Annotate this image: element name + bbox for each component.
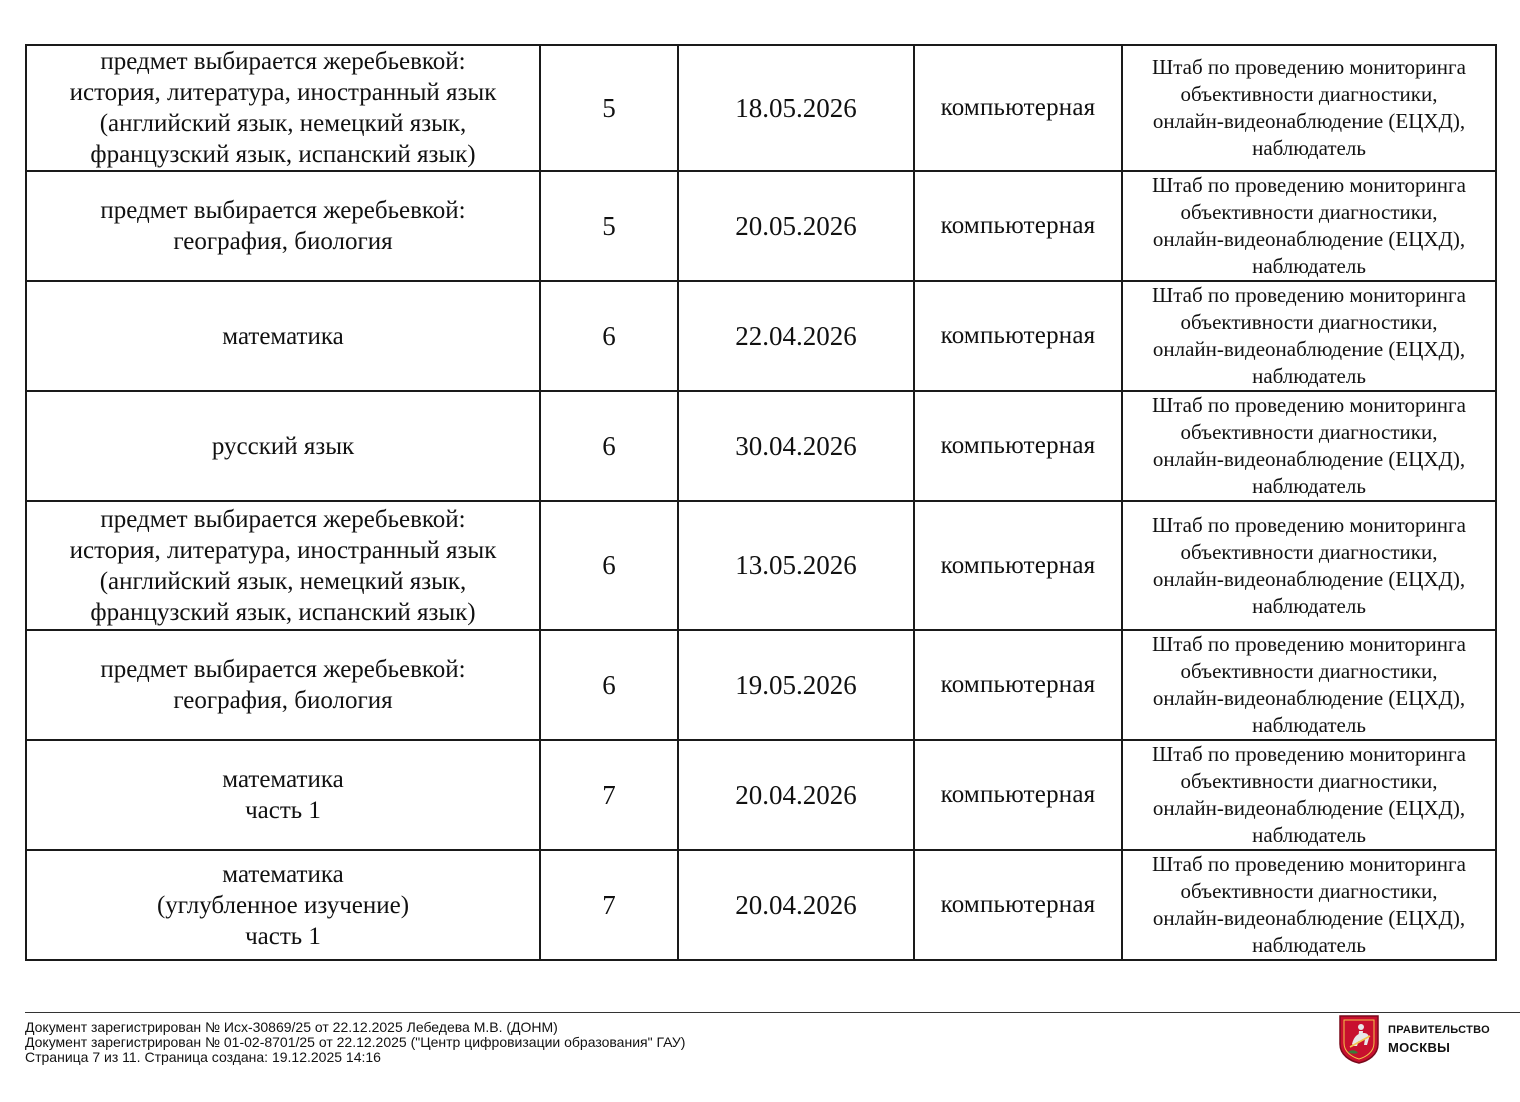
subject-line: (английский язык, немецкий язык, — [99, 567, 467, 595]
control-line: объективности диагностики, — [1180, 420, 1438, 444]
control-line: объективности диагностики, — [1180, 82, 1438, 106]
date-cell: 22.04.2026 — [678, 281, 914, 391]
logo-line-1: ПРАВИТЕЛЬСТВО — [1388, 1024, 1490, 1036]
control-cell — [1122, 630, 1496, 740]
table-row — [26, 740, 1496, 850]
subject-line: предмет выбирается жеребьевкой: — [100, 48, 466, 75]
control-line: Штаб по проведению мониторинга — [1152, 283, 1466, 307]
control-line: наблюдатель — [1252, 136, 1366, 160]
control-cell — [1122, 740, 1496, 850]
moscow-government-logo — [1338, 1014, 1490, 1064]
date-cell: 19.05.2026 — [678, 630, 914, 740]
table-row — [26, 501, 1496, 630]
control-line: объективности диагностики, — [1180, 879, 1438, 903]
control-line: наблюдатель — [1252, 713, 1366, 737]
moscow-coat-of-arms-icon — [1338, 1014, 1380, 1064]
control-line: Штаб по проведению мониторинга — [1152, 742, 1466, 766]
date-cell: 20.04.2026 — [678, 850, 914, 960]
control-line: наблюдатель — [1252, 823, 1366, 847]
table-row — [26, 171, 1496, 281]
control-cell — [1122, 45, 1496, 171]
form-cell: компьютерная — [914, 45, 1122, 171]
control-cell — [1122, 281, 1496, 391]
subject-line: предмет выбирается жеребьевкой: — [100, 656, 466, 683]
control-line: онлайн-видеонаблюдение (ЕЦХД), — [1152, 337, 1466, 361]
form-cell: компьютерная — [914, 171, 1122, 281]
control-line: объективности диагностики, — [1180, 769, 1438, 793]
control-line: Штаб по проведению мониторинга — [1152, 632, 1466, 656]
subject-line: часть 1 — [245, 922, 321, 950]
subject-cell — [26, 45, 540, 171]
subject-line: (углубленное изучение) — [156, 891, 410, 919]
subject-cell — [26, 281, 540, 391]
subject-cell — [26, 391, 540, 501]
subject-line: часть 1 — [245, 797, 321, 824]
table-row — [26, 391, 1496, 501]
subject-line: география, биология — [173, 228, 393, 255]
subject-cell — [26, 740, 540, 850]
control-line: наблюдатель — [1252, 593, 1366, 618]
form-cell: компьютерная — [914, 391, 1122, 501]
grade-cell: 7 — [540, 740, 678, 850]
subject-cell — [26, 850, 540, 960]
subject-cell — [26, 501, 540, 630]
grade-cell: 6 — [540, 281, 678, 391]
control-line: Штаб по проведению мониторинга — [1152, 55, 1466, 79]
control-line: онлайн-видеонаблюдение (ЕЦХД), — [1152, 447, 1466, 471]
control-line: объективности диагностики, — [1180, 310, 1438, 334]
control-cell — [1122, 501, 1496, 630]
control-line: онлайн-видеонаблюдение (ЕЦХД), — [1152, 227, 1466, 251]
grade-cell: 6 — [540, 630, 678, 740]
grade-cell: 5 — [540, 45, 678, 171]
control-line: онлайн-видеонаблюдение (ЕЦХД), — [1152, 109, 1466, 133]
table-row — [26, 850, 1496, 960]
grade-cell: 5 — [540, 171, 678, 281]
control-line: наблюдатель — [1252, 474, 1366, 498]
control-line: объективности диагностики, — [1180, 539, 1438, 564]
form-cell: компьютерная — [914, 740, 1122, 850]
subject-cell — [26, 630, 540, 740]
control-line: Штаб по проведению мониторинга — [1152, 173, 1466, 197]
date-cell: 20.05.2026 — [678, 171, 914, 281]
subject-line: французский язык, испанский язык) — [90, 141, 476, 168]
subject-line: математика — [222, 860, 344, 888]
subject-line: русский язык — [211, 432, 355, 460]
footer-divider — [25, 1012, 1520, 1013]
table-row — [26, 281, 1496, 391]
subject-line: история, литература, иностранный язык — [69, 79, 497, 106]
registration-stamp — [25, 1020, 685, 1065]
date-cell: 30.04.2026 — [678, 391, 914, 501]
control-line: онлайн-видеонаблюдение (ЕЦХД), — [1152, 796, 1466, 820]
control-cell — [1122, 391, 1496, 501]
subject-line: французский язык, испанский язык) — [90, 598, 476, 626]
registration-line: Документ зарегистрирован № 01-02-8701/25 от 22.12.2025 ("Центр цифровизации образования" ГАУ) — [25, 1034, 686, 1050]
registration-line: Документ зарегистрирован № Исх-30869/25 от 22.12.2025 Лебедева М.В. (ДОНМ) — [25, 1019, 558, 1035]
control-line: объективности диагностики, — [1180, 659, 1438, 683]
control-line: объективности диагностики, — [1180, 200, 1438, 224]
control-line: Штаб по проведению мониторинга — [1152, 852, 1466, 876]
control-line: Штаб по проведению мониторинга — [1152, 512, 1466, 537]
date-cell: 20.04.2026 — [678, 740, 914, 850]
subject-line: география, биология — [173, 687, 393, 714]
date-cell: 18.05.2026 — [678, 45, 914, 171]
form-cell: компьютерная — [914, 281, 1122, 391]
subject-line: математика — [222, 322, 344, 350]
table-row — [26, 630, 1496, 740]
logo-line-2: МОСКВЫ — [1388, 1040, 1451, 1055]
schedule-table — [25, 44, 1497, 961]
control-line: онлайн-видеонаблюдение (ЕЦХД), — [1152, 906, 1466, 930]
logo-text — [1388, 1021, 1490, 1057]
grade-cell: 6 — [540, 391, 678, 501]
date-cell: 13.05.2026 — [678, 501, 914, 630]
page-info-line: Страница 7 из 11. Страница создана: 19.12.2025 14:16 — [25, 1049, 381, 1065]
control-line: онлайн-видеонаблюдение (ЕЦХД), — [1152, 566, 1466, 591]
table-row — [26, 45, 1496, 171]
table-body — [26, 45, 1496, 960]
form-cell: компьютерная — [914, 501, 1122, 630]
subject-cell — [26, 171, 540, 281]
control-line: наблюдатель — [1252, 364, 1366, 388]
grade-cell: 6 — [540, 501, 678, 630]
control-line: Штаб по проведению мониторинга — [1152, 393, 1466, 417]
subject-line: предмет выбирается жеребьевкой: — [100, 197, 466, 224]
form-cell: компьютерная — [914, 850, 1122, 960]
subject-line: (английский язык, немецкий язык, — [99, 110, 467, 137]
grade-cell: 7 — [540, 850, 678, 960]
control-cell — [1122, 171, 1496, 281]
subject-line: предмет выбирается жеребьевкой: — [100, 505, 466, 533]
form-cell: компьютерная — [914, 630, 1122, 740]
control-cell — [1122, 850, 1496, 960]
control-line: наблюдатель — [1252, 254, 1366, 278]
subject-line: математика — [222, 766, 344, 793]
control-line: онлайн-видеонаблюдение (ЕЦХД), — [1152, 686, 1466, 710]
subject-line: история, литература, иностранный язык — [69, 536, 497, 564]
control-line: наблюдатель — [1252, 933, 1366, 957]
